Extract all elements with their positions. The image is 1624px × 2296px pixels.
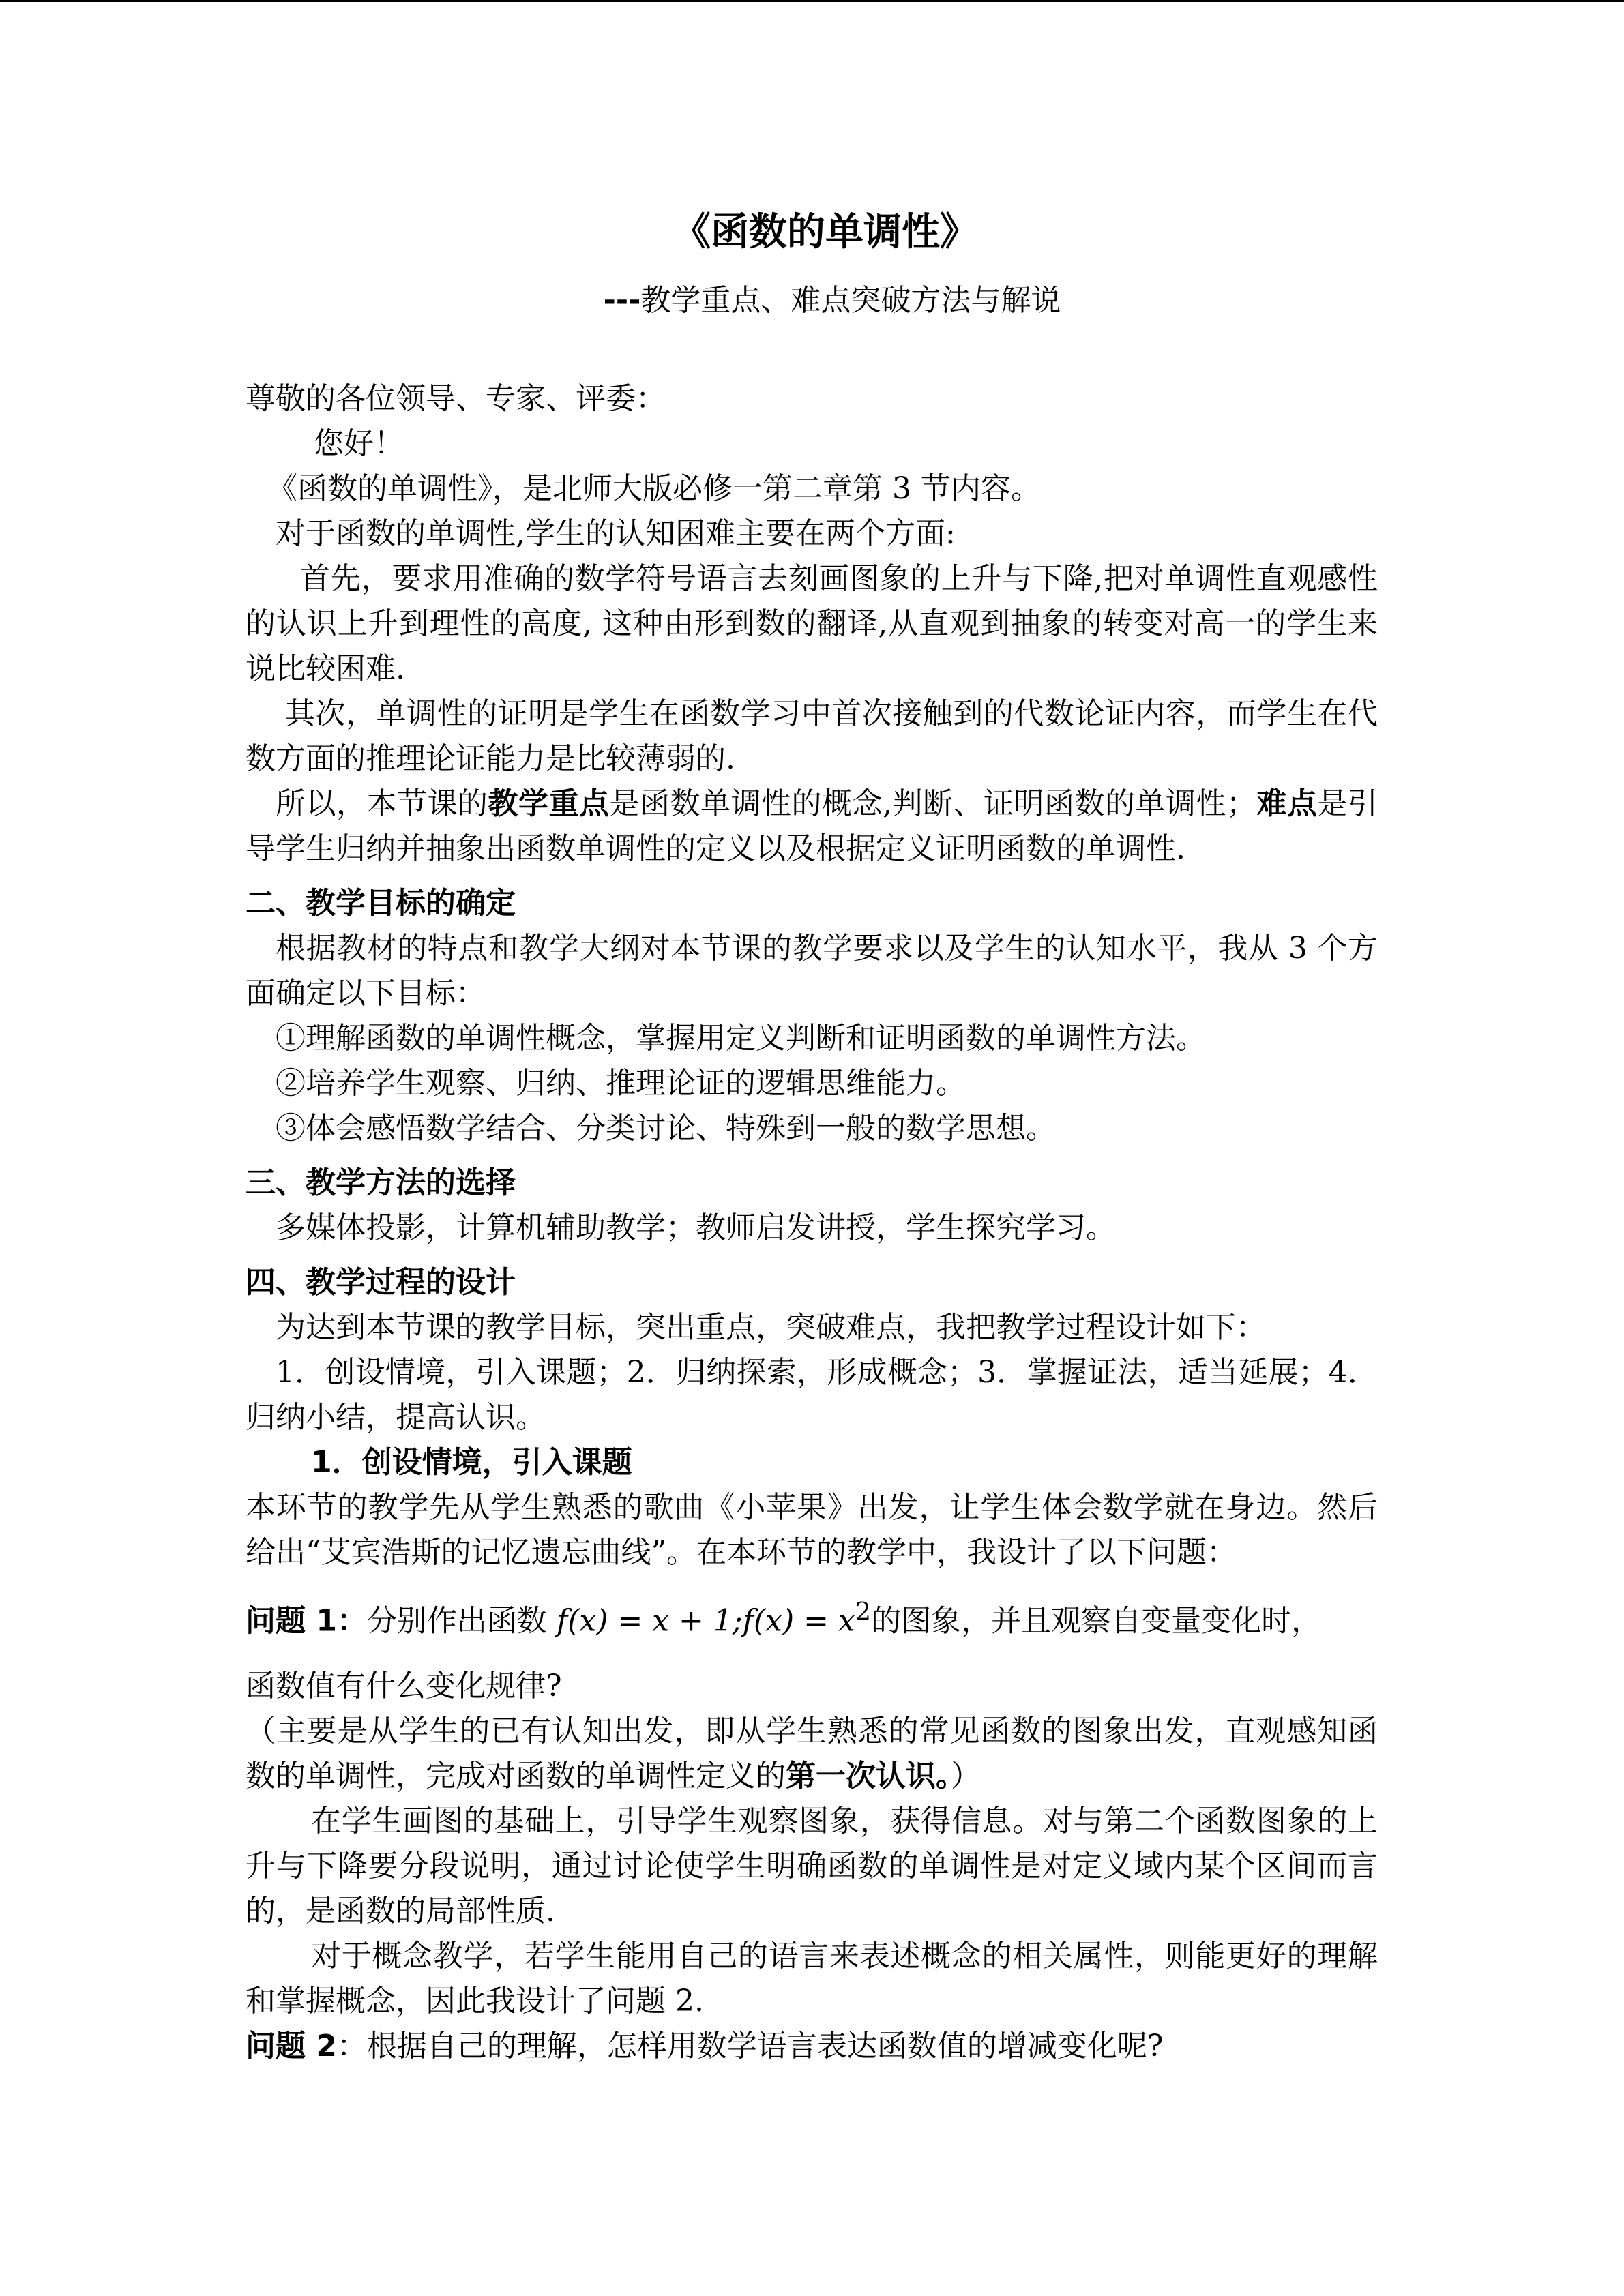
intro-paragraph: 《函数的单调性》，是北师大版必修一第二章第 3 节内容。 xyxy=(267,471,1041,506)
first-point-paragraph: 首先，要求用准确的数学符号语言去刻画图象的上升与下降,把对单调性直观感性的认识上升到理性的高度, 这种由形到数的翻译,从直观到抽象的转变对高一的学生来说比较困难. xyxy=(246,561,1378,686)
sub-heading-scene: 1．创设情境，引入课题 xyxy=(311,1445,632,1480)
key-point-label: 教学重点 xyxy=(488,786,610,821)
question-1-colon: ： xyxy=(336,1603,367,1639)
scene-paragraph: 本环节的教学先从学生熟悉的歌曲《小苹果》出发，让学生体会数学就在身边。然后给出“艾宾浩斯的记忆遗忘曲线”。在本环节的教学中，我设计了以下问题： xyxy=(246,1490,1378,1570)
question-2 xyxy=(246,2024,1378,2069)
formula-exponent: 2 xyxy=(855,1597,872,1626)
question-1-text-a: 分别作出函数 xyxy=(366,1603,547,1639)
question-1-text-b: 的图象，并且观察自变量变化时， xyxy=(871,1603,1322,1639)
document-page xyxy=(246,205,1378,2069)
section-4-lead: 为达到本节课的教学目标，突出重点，突破难点，我把教学过程设计如下： xyxy=(276,1310,1266,1345)
question-2-text: ：根据自己的理解，怎样用数学语言表达函数值的增减变化呢? xyxy=(336,2028,1164,2063)
formula-quadratic: f(x) = x xyxy=(742,1603,855,1639)
section-2-lead: 根据教材的特点和教学大纲对本节课的教学要求以及学生的认知水平，我从 3 个方面确定以下目标： xyxy=(246,931,1378,1011)
document-subtitle xyxy=(246,278,1378,323)
section-4-heading: 四、教学过程的设计 xyxy=(246,1265,516,1300)
process-steps: 1．创设情境，引入课题；2．归纳探索，形成概念；3．掌握证法，适当延展；4．归纳小结，提高认识。 xyxy=(246,1355,1378,1435)
goal-item: ③体会感悟数学结合、分类讨论、特殊到一般的数学思想。 xyxy=(276,1111,1056,1146)
summary-text-c: 是引导学生归纳并抽象出函数单调性的定义以及根据定义证明函数的单调性. xyxy=(246,786,1378,866)
section-3-text: 多媒体投影，计算机辅助教学；教师启发讲授，学生探究学习。 xyxy=(276,1210,1116,1245)
section-3-heading: 三、教学方法的选择 xyxy=(246,1165,516,1200)
note-paragraph xyxy=(246,1709,1378,1799)
top-border-line xyxy=(0,0,1624,2)
goal-item: ②培养学生观察、归纳、推理论证的逻辑思维能力。 xyxy=(276,1066,966,1101)
summary-paragraph xyxy=(246,781,1378,871)
observe-paragraph: 在学生画图的基础上，引导学生观察图象，获得信息。对与第二个函数图象的上升与下降要分段说明，通过讨论使学生明确函数的单调性是对定义域内某个区间而言的，是函数的局部性质. xyxy=(246,1803,1378,1928)
note-text-b: ） xyxy=(951,1758,981,1793)
difficulty-lead: 对于函数的单调性,学生的认知困难主要在两个方面: xyxy=(276,516,956,551)
question-1 xyxy=(246,1585,1378,1649)
subtitle-dash: --- xyxy=(603,283,641,318)
greeting: 尊敬的各位领导、专家、评委： xyxy=(246,381,666,416)
summary-text-b: 是函数单调性的概念,判断、证明函数的单调性； xyxy=(609,786,1257,821)
concept-paragraph: 对于概念教学，若学生能用自己的语言来表述概念的相关属性，则能更好的理解和掌握概念，因此我设计了问题 2. xyxy=(246,1938,1378,2018)
note-text-a: （主要是从学生的已有认知出发，即从学生熟悉的常见函数的图象出发，直观感知函数的单调性，完成对函数的单调性定义的 xyxy=(246,1713,1378,1793)
document-title: 《函数的单调性》 xyxy=(673,209,978,254)
subtitle-text: 教学重点、难点突破方法与解说 xyxy=(640,283,1061,318)
note-bold: 第一次认识。 xyxy=(786,1758,951,1793)
spacer xyxy=(246,1649,1378,1664)
question-2-label: 问题 2 xyxy=(246,2028,337,2063)
section-2-heading: 二、教学目标的确定 xyxy=(246,886,516,921)
question-1-label: 问题 1 xyxy=(246,1603,337,1639)
question-1-continuation: 函数值有什么变化规律? xyxy=(246,1668,562,1703)
hello: 您好！ xyxy=(314,426,404,461)
summary-text-a: 所以，本节课的 xyxy=(276,786,488,821)
difficult-point-label: 难点 xyxy=(1256,786,1318,821)
second-point-paragraph: 其次，单调性的证明是学生在函数学习中首次接触到的代数论证内容，而学生在代数方面的推理论证能力是比较薄弱的. xyxy=(246,696,1378,776)
goal-item: ①理解函数的单调性概念，掌握用定义判断和证明函数的单调性方法。 xyxy=(276,1021,1206,1056)
formula-linear: f(x) = x + 1; xyxy=(556,1603,743,1639)
